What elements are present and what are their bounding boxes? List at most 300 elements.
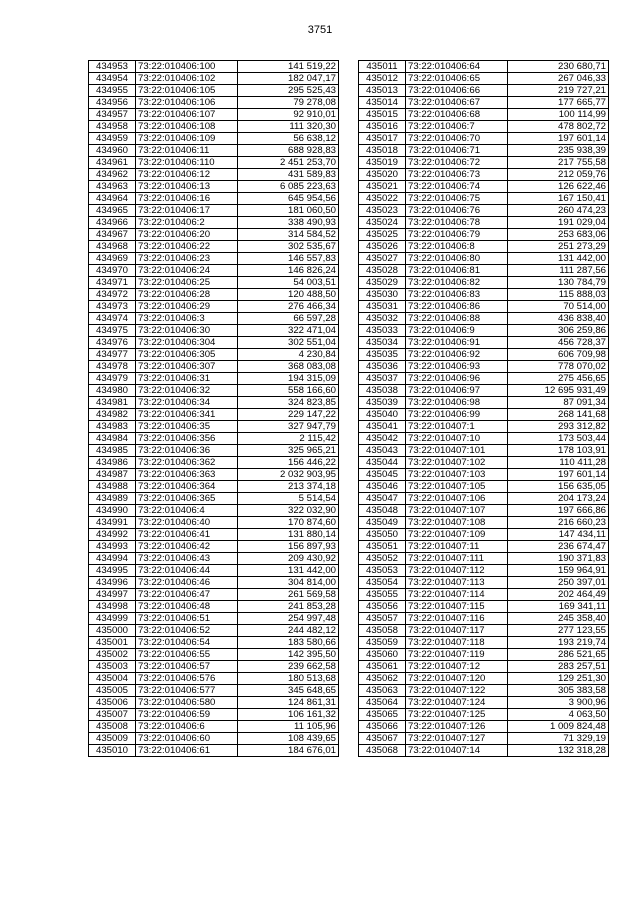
table-row bbox=[359, 625, 609, 637]
cadastral-number-cell: 73:22:010406:11 bbox=[136, 145, 238, 157]
row-number-cell: 435020 bbox=[359, 169, 406, 181]
row-number-cell: 435045 bbox=[359, 469, 406, 481]
value-cell: 236 674,47 bbox=[508, 541, 609, 553]
row-number-cell: 434993 bbox=[89, 541, 136, 553]
table-row bbox=[359, 133, 609, 145]
cadastral-number-cell: 73:22:010407:112 bbox=[406, 565, 508, 577]
table-row bbox=[359, 337, 609, 349]
row-number-cell: 435016 bbox=[359, 121, 406, 133]
row-number-cell: 434994 bbox=[89, 553, 136, 565]
row-number-cell: 434976 bbox=[89, 337, 136, 349]
row-number-cell: 435033 bbox=[359, 325, 406, 337]
row-number-cell: 435006 bbox=[89, 697, 136, 709]
table-row bbox=[359, 217, 609, 229]
table-row bbox=[89, 481, 339, 493]
row-number-cell: 434953 bbox=[89, 61, 136, 73]
row-number-cell: 435039 bbox=[359, 397, 406, 409]
row-number-cell: 435023 bbox=[359, 205, 406, 217]
row-number-cell: 435021 bbox=[359, 181, 406, 193]
value-cell: 146 557,83 bbox=[238, 253, 339, 265]
cadastral-number-cell: 73:22:010406:23 bbox=[136, 253, 238, 265]
table-row bbox=[89, 601, 339, 613]
row-number-cell: 434967 bbox=[89, 229, 136, 241]
table-row bbox=[89, 361, 339, 373]
value-cell: 478 802,72 bbox=[508, 121, 609, 133]
cadastral-number-cell: 73:22:010406:57 bbox=[136, 661, 238, 673]
value-cell: 71 329,19 bbox=[508, 733, 609, 745]
row-number-cell: 435050 bbox=[359, 529, 406, 541]
row-number-cell: 435009 bbox=[89, 733, 136, 745]
row-number-cell: 435011 bbox=[359, 61, 406, 73]
row-number-cell: 435060 bbox=[359, 649, 406, 661]
table-row bbox=[89, 313, 339, 325]
row-number-cell: 434963 bbox=[89, 181, 136, 193]
row-number-cell: 435044 bbox=[359, 457, 406, 469]
cadastral-number-cell: 73:22:010406:47 bbox=[136, 589, 238, 601]
value-cell: 241 853,28 bbox=[238, 601, 339, 613]
value-cell: 253 683,06 bbox=[508, 229, 609, 241]
value-cell: 169 341,11 bbox=[508, 601, 609, 613]
value-cell: 159 964,91 bbox=[508, 565, 609, 577]
table-row bbox=[359, 601, 609, 613]
value-cell: 197 601,14 bbox=[508, 133, 609, 145]
table-row bbox=[89, 265, 339, 277]
value-cell: 11 105,96 bbox=[238, 721, 339, 733]
row-number-cell: 434972 bbox=[89, 289, 136, 301]
value-cell: 338 490,93 bbox=[238, 217, 339, 229]
cadastral-number-cell: 73:22:010406:365 bbox=[136, 493, 238, 505]
row-number-cell: 435001 bbox=[89, 637, 136, 649]
row-number-cell: 435031 bbox=[359, 301, 406, 313]
cadastral-number-cell: 73:22:010406:75 bbox=[406, 193, 508, 205]
cadastral-number-cell: 73:22:010407:11 bbox=[406, 541, 508, 553]
row-number-cell: 434977 bbox=[89, 349, 136, 361]
value-cell: 180 513,68 bbox=[238, 673, 339, 685]
table-row bbox=[359, 733, 609, 745]
cadastral-number-cell: 73:22:010406:86 bbox=[406, 301, 508, 313]
table-row bbox=[359, 661, 609, 673]
table-row bbox=[359, 349, 609, 361]
table-row bbox=[359, 445, 609, 457]
row-number-cell: 435053 bbox=[359, 565, 406, 577]
table-row bbox=[359, 97, 609, 109]
cadastral-number-cell: 73:22:010406:8 bbox=[406, 241, 508, 253]
table-row bbox=[89, 661, 339, 673]
cadastral-number-cell: 73:22:010406:68 bbox=[406, 109, 508, 121]
row-number-cell: 434981 bbox=[89, 397, 136, 409]
table-row bbox=[89, 157, 339, 169]
value-cell: 283 257,51 bbox=[508, 661, 609, 673]
value-cell: 276 466,34 bbox=[238, 301, 339, 313]
value-cell: 4 230,84 bbox=[238, 349, 339, 361]
row-number-cell: 434955 bbox=[89, 85, 136, 97]
row-number-cell: 434964 bbox=[89, 193, 136, 205]
cadastral-number-cell: 73:22:010406:17 bbox=[136, 205, 238, 217]
value-cell: 219 727,21 bbox=[508, 85, 609, 97]
row-number-cell: 434990 bbox=[89, 505, 136, 517]
value-cell: 322 471,04 bbox=[238, 325, 339, 337]
cadastral-number-cell: 73:22:010406:105 bbox=[136, 85, 238, 97]
table-row bbox=[89, 541, 339, 553]
cadastral-number-cell: 73:22:010406:71 bbox=[406, 145, 508, 157]
row-number-cell: 435034 bbox=[359, 337, 406, 349]
row-number-cell: 434997 bbox=[89, 589, 136, 601]
table-row bbox=[359, 169, 609, 181]
cadastral-number-cell: 73:22:010406:4 bbox=[136, 505, 238, 517]
row-number-cell: 435043 bbox=[359, 445, 406, 457]
row-number-cell: 435048 bbox=[359, 505, 406, 517]
row-number-cell: 434979 bbox=[89, 373, 136, 385]
value-cell: 66 597,28 bbox=[238, 313, 339, 325]
table-row bbox=[89, 457, 339, 469]
value-cell: 190 371,83 bbox=[508, 553, 609, 565]
value-cell: 216 660,23 bbox=[508, 517, 609, 529]
row-number-cell: 434978 bbox=[89, 361, 136, 373]
row-number-cell: 434980 bbox=[89, 385, 136, 397]
cadastral-number-cell: 73:22:010406:30 bbox=[136, 325, 238, 337]
row-number-cell: 435041 bbox=[359, 421, 406, 433]
row-number-cell: 435030 bbox=[359, 289, 406, 301]
value-cell: 230 680,71 bbox=[508, 61, 609, 73]
table-row bbox=[359, 313, 609, 325]
row-number-cell: 435029 bbox=[359, 277, 406, 289]
table-row bbox=[359, 157, 609, 169]
cadastral-number-cell: 73:22:010406:577 bbox=[136, 685, 238, 697]
cadastral-number-cell: 73:22:010406:576 bbox=[136, 673, 238, 685]
row-number-cell: 435000 bbox=[89, 625, 136, 637]
value-cell: 235 938,39 bbox=[508, 145, 609, 157]
row-number-cell: 434959 bbox=[89, 133, 136, 145]
row-number-cell: 435010 bbox=[89, 745, 136, 757]
value-cell: 146 826,24 bbox=[238, 265, 339, 277]
cadastral-number-cell: 73:22:010406:65 bbox=[406, 73, 508, 85]
table-row bbox=[359, 193, 609, 205]
cadastral-number-cell: 73:22:010406:363 bbox=[136, 469, 238, 481]
table-row bbox=[359, 73, 609, 85]
row-number-cell: 434999 bbox=[89, 613, 136, 625]
row-number-cell: 435008 bbox=[89, 721, 136, 733]
value-cell: 324 823,85 bbox=[238, 397, 339, 409]
cadastral-number-cell: 73:22:010406:74 bbox=[406, 181, 508, 193]
cadastral-number-cell: 73:22:010406:304 bbox=[136, 337, 238, 349]
cadastral-number-cell: 73:22:010406:78 bbox=[406, 217, 508, 229]
value-cell: 120 488,50 bbox=[238, 289, 339, 301]
value-cell: 156 897,93 bbox=[238, 541, 339, 553]
row-number-cell: 435004 bbox=[89, 673, 136, 685]
value-cell: 293 312,82 bbox=[508, 421, 609, 433]
value-cell: 688 928,83 bbox=[238, 145, 339, 157]
row-number-cell: 434983 bbox=[89, 421, 136, 433]
value-cell: 239 662,58 bbox=[238, 661, 339, 673]
row-number-cell: 435055 bbox=[359, 589, 406, 601]
table-row bbox=[359, 289, 609, 301]
table-row bbox=[359, 145, 609, 157]
table-row bbox=[359, 301, 609, 313]
cadastral-number-cell: 73:22:010407:107 bbox=[406, 505, 508, 517]
value-cell: 2 451 253,70 bbox=[238, 157, 339, 169]
row-number-cell: 435068 bbox=[359, 745, 406, 757]
cadastral-number-cell: 73:22:010406:25 bbox=[136, 277, 238, 289]
table-row bbox=[89, 469, 339, 481]
row-number-cell: 435005 bbox=[89, 685, 136, 697]
table-row bbox=[89, 733, 339, 745]
cadastral-number-cell: 73:22:010406:67 bbox=[406, 97, 508, 109]
cadastral-number-cell: 73:22:010406:81 bbox=[406, 265, 508, 277]
table-row bbox=[89, 193, 339, 205]
table-row bbox=[89, 169, 339, 181]
table-row bbox=[359, 385, 609, 397]
value-cell: 302 535,67 bbox=[238, 241, 339, 253]
value-cell: 131 442,00 bbox=[508, 253, 609, 265]
value-cell: 183 580,66 bbox=[238, 637, 339, 649]
value-cell: 204 173,24 bbox=[508, 493, 609, 505]
row-number-cell: 435017 bbox=[359, 133, 406, 145]
cadastral-number-cell: 73:22:010406:35 bbox=[136, 421, 238, 433]
cadastral-number-cell: 73:22:010406:9 bbox=[406, 325, 508, 337]
row-number-cell: 435036 bbox=[359, 361, 406, 373]
table-row bbox=[359, 541, 609, 553]
cadastral-number-cell: 73:22:010406:36 bbox=[136, 445, 238, 457]
value-cell: 111 320,30 bbox=[238, 121, 339, 133]
value-cell: 322 032,90 bbox=[238, 505, 339, 517]
value-cell: 606 709,98 bbox=[508, 349, 609, 361]
value-cell: 141 519,22 bbox=[238, 61, 339, 73]
table-row bbox=[89, 217, 339, 229]
value-cell: 286 521,65 bbox=[508, 649, 609, 661]
row-number-cell: 435014 bbox=[359, 97, 406, 109]
row-number-cell: 435042 bbox=[359, 433, 406, 445]
cadastral-number-cell: 73:22:010406:100 bbox=[136, 61, 238, 73]
value-cell: 115 888,03 bbox=[508, 289, 609, 301]
cadastral-number-cell: 73:22:010407:109 bbox=[406, 529, 508, 541]
row-number-cell: 435022 bbox=[359, 193, 406, 205]
cadastral-number-cell: 73:22:010406:108 bbox=[136, 121, 238, 133]
row-number-cell: 435007 bbox=[89, 709, 136, 721]
row-number-cell: 435046 bbox=[359, 481, 406, 493]
cadastral-number-cell: 73:22:010406:52 bbox=[136, 625, 238, 637]
table-row bbox=[89, 97, 339, 109]
table-row bbox=[359, 673, 609, 685]
row-number-cell: 435002 bbox=[89, 649, 136, 661]
cadastral-number-cell: 73:22:010407:122 bbox=[406, 685, 508, 697]
row-number-cell: 435052 bbox=[359, 553, 406, 565]
value-cell: 277 123,55 bbox=[508, 625, 609, 637]
value-cell: 212 059,76 bbox=[508, 169, 609, 181]
cadastral-number-cell: 73:22:010406:82 bbox=[406, 277, 508, 289]
row-number-cell: 434965 bbox=[89, 205, 136, 217]
value-cell: 345 648,65 bbox=[238, 685, 339, 697]
table-row bbox=[89, 133, 339, 145]
cadastral-number-cell: 73:22:010406:305 bbox=[136, 349, 238, 361]
row-number-cell: 435013 bbox=[359, 85, 406, 97]
cadastral-number-cell: 73:22:010407:117 bbox=[406, 625, 508, 637]
value-cell: 184 676,01 bbox=[238, 745, 339, 757]
table-row bbox=[89, 397, 339, 409]
row-number-cell: 435025 bbox=[359, 229, 406, 241]
table-row bbox=[89, 421, 339, 433]
cadastral-number-cell: 73:22:010407:14 bbox=[406, 745, 508, 757]
row-number-cell: 434958 bbox=[89, 121, 136, 133]
row-number-cell: 434992 bbox=[89, 529, 136, 541]
cadastral-number-cell: 73:22:010407:102 bbox=[406, 457, 508, 469]
row-number-cell: 435066 bbox=[359, 721, 406, 733]
value-cell: 197 666,86 bbox=[508, 505, 609, 517]
table-row bbox=[359, 277, 609, 289]
value-cell: 106 161,32 bbox=[238, 709, 339, 721]
value-cell: 251 273,29 bbox=[508, 241, 609, 253]
value-cell: 229 147,22 bbox=[238, 409, 339, 421]
cadastral-number-cell: 73:22:010406:64 bbox=[406, 61, 508, 73]
value-cell: 202 464,49 bbox=[508, 589, 609, 601]
row-number-cell: 435051 bbox=[359, 541, 406, 553]
table-row bbox=[89, 685, 339, 697]
value-cell: 130 784,79 bbox=[508, 277, 609, 289]
cadastral-number-cell: 73:22:010406:83 bbox=[406, 289, 508, 301]
value-cell: 194 315,09 bbox=[238, 373, 339, 385]
row-number-cell: 434966 bbox=[89, 217, 136, 229]
cadastral-number-cell: 73:22:010406:54 bbox=[136, 637, 238, 649]
row-number-cell: 434973 bbox=[89, 301, 136, 313]
table-row bbox=[89, 529, 339, 541]
table-row bbox=[89, 145, 339, 157]
cadastral-number-cell: 73:22:010406:40 bbox=[136, 517, 238, 529]
table-row bbox=[89, 301, 339, 313]
table-row bbox=[89, 697, 339, 709]
row-number-cell: 434998 bbox=[89, 601, 136, 613]
row-number-cell: 435067 bbox=[359, 733, 406, 745]
table-row bbox=[89, 577, 339, 589]
value-cell: 79 278,08 bbox=[238, 97, 339, 109]
value-cell: 306 259,86 bbox=[508, 325, 609, 337]
value-cell: 245 358,40 bbox=[508, 613, 609, 625]
cadastral-number-cell: 73:22:010407:125 bbox=[406, 709, 508, 721]
cadastral-number-cell: 73:22:010406:51 bbox=[136, 613, 238, 625]
row-number-cell: 434985 bbox=[89, 445, 136, 457]
row-number-cell: 435057 bbox=[359, 613, 406, 625]
table-row bbox=[89, 205, 339, 217]
table-row bbox=[359, 649, 609, 661]
row-number-cell: 434970 bbox=[89, 265, 136, 277]
row-number-cell: 435064 bbox=[359, 697, 406, 709]
cadastral-number-cell: 73:22:010406:42 bbox=[136, 541, 238, 553]
value-cell: 129 251,30 bbox=[508, 673, 609, 685]
table-row bbox=[89, 721, 339, 733]
row-number-cell: 435063 bbox=[359, 685, 406, 697]
cadastral-number-cell: 73:22:010406:107 bbox=[136, 109, 238, 121]
cadastral-number-cell: 73:22:010406:79 bbox=[406, 229, 508, 241]
value-cell: 2 032 903,95 bbox=[238, 469, 339, 481]
row-number-cell: 434956 bbox=[89, 97, 136, 109]
cadastral-number-cell: 73:22:010406:98 bbox=[406, 397, 508, 409]
cadastral-number-cell: 73:22:010406:7 bbox=[406, 121, 508, 133]
value-cell: 131 880,14 bbox=[238, 529, 339, 541]
row-number-cell: 435037 bbox=[359, 373, 406, 385]
row-number-cell: 435028 bbox=[359, 265, 406, 277]
value-cell: 56 638,12 bbox=[238, 133, 339, 145]
table-row bbox=[89, 181, 339, 193]
cadastral-number-cell: 73:22:010406:76 bbox=[406, 205, 508, 217]
value-cell: 167 150,41 bbox=[508, 193, 609, 205]
cadastral-number-cell: 73:22:010406:102 bbox=[136, 73, 238, 85]
row-number-cell: 435040 bbox=[359, 409, 406, 421]
cadastral-number-cell: 73:22:010406:29 bbox=[136, 301, 238, 313]
cadastral-number-cell: 73:22:010407:103 bbox=[406, 469, 508, 481]
table-row bbox=[89, 709, 339, 721]
table-row bbox=[89, 505, 339, 517]
cadastral-number-cell: 73:22:010407:108 bbox=[406, 517, 508, 529]
row-number-cell: 435058 bbox=[359, 625, 406, 637]
value-cell: 111 287,56 bbox=[508, 265, 609, 277]
value-cell: 436 838,40 bbox=[508, 313, 609, 325]
table-row bbox=[89, 385, 339, 397]
table-row bbox=[359, 109, 609, 121]
cadastral-number-cell: 73:22:010407:113 bbox=[406, 577, 508, 589]
table-row bbox=[359, 433, 609, 445]
cadastral-number-cell: 73:22:010406:31 bbox=[136, 373, 238, 385]
table-row bbox=[89, 493, 339, 505]
value-cell: 132 318,28 bbox=[508, 745, 609, 757]
value-cell: 100 114,99 bbox=[508, 109, 609, 121]
table-row bbox=[359, 637, 609, 649]
value-cell: 87 091,34 bbox=[508, 397, 609, 409]
row-number-cell: 435027 bbox=[359, 253, 406, 265]
cadastral-number-cell: 73:22:010406:362 bbox=[136, 457, 238, 469]
cadastral-number-cell: 73:22:010406:93 bbox=[406, 361, 508, 373]
table-row bbox=[359, 493, 609, 505]
cadastral-number-cell: 73:22:010406:3 bbox=[136, 313, 238, 325]
value-cell: 92 910,01 bbox=[238, 109, 339, 121]
table-row bbox=[359, 745, 609, 757]
value-cell: 173 503,44 bbox=[508, 433, 609, 445]
table-row bbox=[89, 85, 339, 97]
table-row bbox=[359, 577, 609, 589]
row-number-cell: 435032 bbox=[359, 313, 406, 325]
row-number-cell: 435065 bbox=[359, 709, 406, 721]
cadastral-table-right bbox=[358, 60, 609, 757]
table-row bbox=[89, 289, 339, 301]
table-row bbox=[359, 553, 609, 565]
value-cell: 431 589,83 bbox=[238, 169, 339, 181]
table-row bbox=[359, 325, 609, 337]
row-number-cell: 435026 bbox=[359, 241, 406, 253]
value-cell: 110 411,28 bbox=[508, 457, 609, 469]
cadastral-number-cell: 73:22:010406:22 bbox=[136, 241, 238, 253]
row-number-cell: 434991 bbox=[89, 517, 136, 529]
value-cell: 244 482,12 bbox=[238, 625, 339, 637]
row-number-cell: 435062 bbox=[359, 673, 406, 685]
table-row bbox=[89, 61, 339, 73]
table-row bbox=[359, 721, 609, 733]
table-row bbox=[89, 565, 339, 577]
cadastral-number-cell: 73:22:010407:106 bbox=[406, 493, 508, 505]
table-row bbox=[89, 745, 339, 757]
row-number-cell: 435054 bbox=[359, 577, 406, 589]
table-row bbox=[89, 253, 339, 265]
cadastral-number-cell: 73:22:010406:106 bbox=[136, 97, 238, 109]
cadastral-number-cell: 73:22:010406:60 bbox=[136, 733, 238, 745]
row-number-cell: 435049 bbox=[359, 517, 406, 529]
cadastral-table-left bbox=[88, 60, 339, 757]
value-cell: 178 103,91 bbox=[508, 445, 609, 457]
row-number-cell: 434988 bbox=[89, 481, 136, 493]
row-number-cell: 434984 bbox=[89, 433, 136, 445]
cadastral-number-cell: 73:22:010406:341 bbox=[136, 409, 238, 421]
value-cell: 2 115,42 bbox=[238, 433, 339, 445]
cadastral-number-cell: 73:22:010407:126 bbox=[406, 721, 508, 733]
cadastral-number-cell: 73:22:010406:73 bbox=[406, 169, 508, 181]
table-body-left bbox=[89, 61, 339, 757]
value-cell: 1 009 824,48 bbox=[508, 721, 609, 733]
